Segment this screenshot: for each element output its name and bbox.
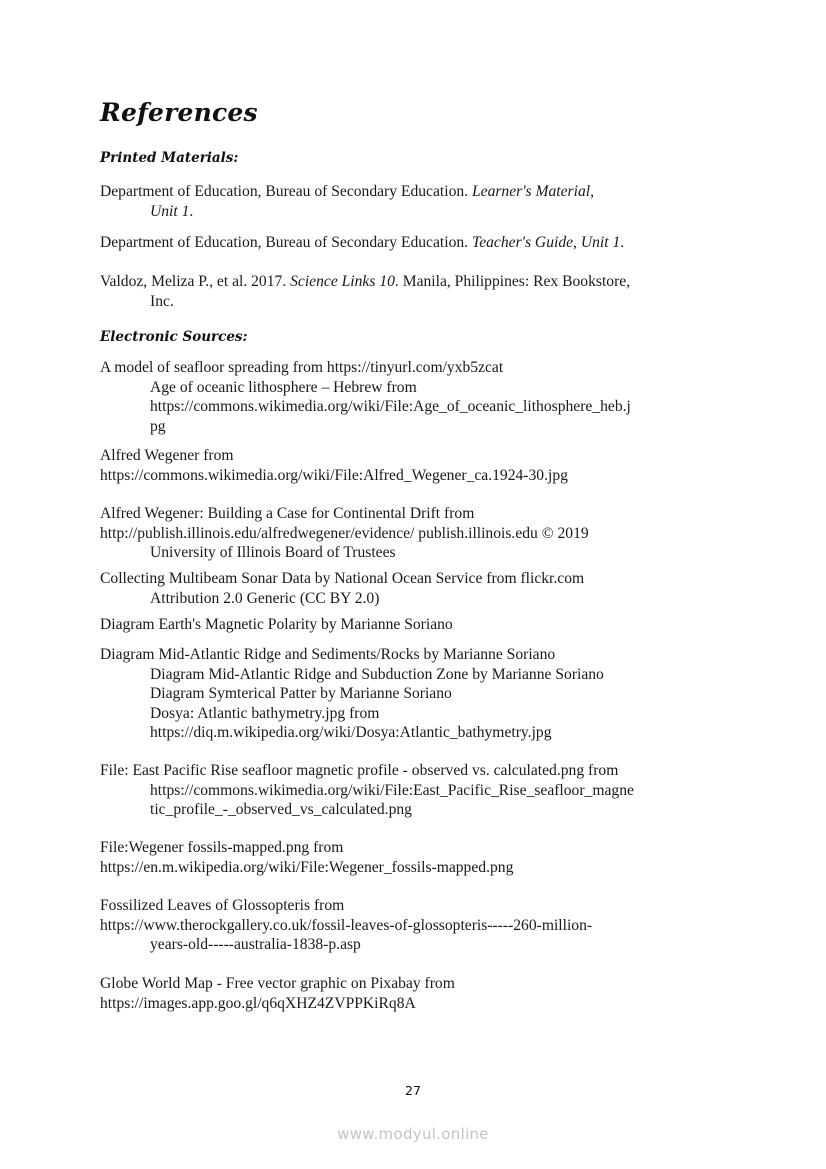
electronic-reference: Globe World Map - Free vector graphic on Pixabay from https://images.app.goo.gl/q6qXHZ4ZVPPKiRq8A <box>100 974 740 1013</box>
reference-link[interactable]: https://diq.m.wikipedia.org/wiki/Dosya:Atlantic_bathymetry.jpg <box>150 724 552 741</box>
printed-reference: Valdoz, Meliza P., et al. 2017. Science Links 10. Manila, Philippines: Rex Bookstore, Inc. <box>100 273 631 310</box>
page-number: 27 <box>405 1083 421 1098</box>
reference-link[interactable]: http://publish.illinois.edu/alfredwegener/evidence/ publish.illinois.edu © 2019 <box>100 524 589 542</box>
printed-reference: Department of Education, Bureau of Secondary Education. Teacher's Guide, Unit 1. <box>100 234 625 251</box>
electronic-sources-heading: Electronic Sources: <box>100 329 248 345</box>
reference-link[interactable]: https://commons.wikimedia.org/wiki/File:Alfred_Wegener_ca.1924-30.jpg <box>100 466 568 484</box>
electronic-reference: Alfred Wegener: Building a Case for Continental Drift from http://publish.illinois.edu/alfredwegener/evidence/ publish.illinois.edu © 2019 University of Illinois Board of Trustees <box>100 504 740 563</box>
watermark: www.modyul.online <box>337 1125 489 1143</box>
electronic-reference: Diagram Earth's Magnetic Polarity by Marianne Soriano <box>100 616 453 633</box>
reference-link[interactable]: https://commons.wikimedia.org/wiki/File:Age_of_oceanic_lithosphere_heb.j <box>150 398 631 415</box>
electronic-reference: Alfred Wegener from https://commons.wikimedia.org/wiki/File:Alfred_Wegener_ca.1924-30.jpg <box>100 446 740 485</box>
electronic-reference: Diagram Mid-Atlantic Ridge and Sediments/Rocks by Marianne Soriano Diagram Mid-Atlantic Ridge and Subduction Zone by Marianne Soriano Diagram Symterical Patter by Marianne Soriano Dosya: Atlantic bathymetry.jpg from https://diq.m.wikipedia.org/wiki/Dosya:Atlantic_bathymetry.jpg <box>100 645 740 743</box>
electronic-reference: Fossilized Leaves of Glossopteris from https://www.therockgallery.co.uk/fossil-leaves-of-glossopteris-----260-million- years-old-----australia-1838-p.asp <box>100 896 740 955</box>
printed-materials-heading: Printed Materials: <box>100 150 239 166</box>
page-title: References <box>100 98 258 127</box>
reference-link[interactable]: https://www.therockgallery.co.uk/fossil-leaves-of-glossopteris-----260-million- <box>100 916 593 934</box>
electronic-reference: File:Wegener fossils-mapped.png from https://en.m.wikipedia.org/wiki/File:Wegener_fossils-mapped.png <box>100 838 740 877</box>
reference-link[interactable]: https://en.m.wikipedia.org/wiki/File:Wegener_fossils-mapped.png <box>100 858 514 876</box>
printed-reference: Department of Education, Bureau of Secondary Education. Learner's Material, Unit 1. <box>100 183 594 220</box>
reference-link[interactable]: https://images.app.goo.gl/q6qXHZ4ZVPPKiRq8A <box>100 994 416 1012</box>
reference-link[interactable]: https://commons.wikimedia.org/wiki/File:East_Pacific_Rise_seafloor_magne <box>150 781 634 799</box>
electronic-reference: File: East Pacific Rise seafloor magnetic profile - observed vs. calculated.png from https://commons.wikimedia.org/wiki/File:East_Pacific_Rise_seafloor_magne tic_profile_-_observed_vs_calculated.png <box>100 761 740 820</box>
electronic-reference: A model of seafloor spreading from https://tinyurl.com/yxb5zcat Age of oceanic lithosphere – Hebrew from https://commons.wikimedia.org/wiki/File:Age_of_oceanic_lithosphere_heb.j pg <box>100 358 740 436</box>
electronic-reference: Collecting Multibeam Sonar Data by National Ocean Service from flickr.com Attribution 2.0 Generic (CC BY 2.0) <box>100 570 585 607</box>
